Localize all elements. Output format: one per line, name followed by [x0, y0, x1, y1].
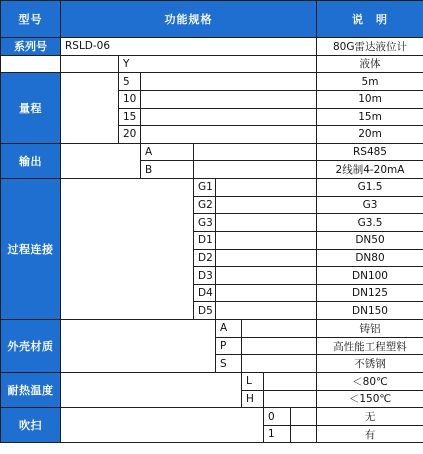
option-desc: G3 — [316, 196, 423, 215]
blank-cell — [215, 284, 317, 303]
blank-cell — [215, 196, 317, 215]
blank-block — [60, 72, 119, 144]
option-code: S — [215, 354, 242, 373]
medium-code: Y — [118, 55, 317, 74]
option-code: 1 — [263, 425, 291, 444]
category-label: 耐热温度 — [0, 372, 61, 408]
option-code: D2 — [193, 249, 216, 268]
header-spec: 功能规格 — [60, 0, 317, 38]
option-desc: 有 — [316, 425, 423, 444]
option-desc: 铸铝 — [316, 319, 423, 338]
option-code: P — [215, 337, 242, 356]
header-desc: 说 明 — [316, 0, 423, 38]
option-code: A — [140, 143, 194, 162]
option-desc: G1.5 — [316, 178, 423, 197]
blank-cell — [0, 55, 61, 74]
blank-cell — [215, 301, 317, 320]
blank-cell — [215, 266, 317, 285]
option-code: D5 — [193, 301, 216, 320]
option-code: 10 — [118, 90, 141, 109]
option-code: D1 — [193, 231, 216, 250]
option-code: D4 — [193, 284, 216, 303]
option-desc: 无 — [316, 407, 423, 426]
option-code: 15 — [118, 108, 141, 127]
option-desc: 10m — [316, 90, 423, 109]
option-desc: 20m — [316, 125, 423, 144]
category-label: 外壳材质 — [0, 319, 61, 373]
blank-cell — [241, 354, 317, 373]
medium-desc: 液体 — [316, 55, 423, 74]
option-desc: 高性能工程塑料 — [316, 337, 423, 356]
blank-block — [60, 178, 194, 320]
blank-cell — [140, 72, 317, 91]
option-desc: ＜80℃ — [316, 372, 423, 391]
option-desc: DN150 — [316, 301, 423, 320]
option-desc: DN50 — [316, 231, 423, 250]
blank-cell — [241, 319, 317, 338]
option-desc: 2线制4-20mA — [316, 160, 423, 179]
blank-cell — [290, 407, 317, 426]
blank-cell — [215, 178, 317, 197]
header-model: 型号 — [0, 0, 61, 38]
option-code: B — [140, 160, 194, 179]
option-desc: 5m — [316, 72, 423, 91]
series-desc: 80G雷达液位计 — [316, 37, 423, 56]
blank-cell — [241, 337, 317, 356]
category-label: 过程连接 — [0, 178, 61, 320]
blank-cell — [263, 390, 317, 409]
blank-cell — [215, 213, 317, 232]
option-desc: DN100 — [316, 266, 423, 285]
blank-block — [60, 372, 242, 408]
category-label: 吹扫 — [0, 407, 61, 443]
option-code: H — [241, 390, 264, 409]
blank-block — [60, 407, 264, 443]
option-desc: RS485 — [316, 143, 423, 162]
option-code: D3 — [193, 266, 216, 285]
blank-cell — [193, 143, 317, 162]
blank-cell — [140, 90, 317, 109]
series-code: RSLD-06 — [60, 37, 317, 56]
blank-cell — [140, 125, 317, 144]
blank-cell — [215, 231, 317, 250]
series-label: 系列号 — [0, 37, 61, 56]
blank-cell — [193, 160, 317, 179]
option-code: L — [241, 372, 264, 391]
option-desc: DN125 — [316, 284, 423, 303]
option-code: G1 — [193, 178, 216, 197]
option-desc: 不锈钢 — [316, 354, 423, 373]
option-code: G3 — [193, 213, 216, 232]
option-code: G2 — [193, 196, 216, 215]
blank-block — [60, 143, 141, 179]
option-code: 5 — [118, 72, 141, 91]
option-code: 0 — [263, 407, 291, 426]
option-desc: DN80 — [316, 249, 423, 268]
category-label: 量程 — [0, 72, 61, 144]
blank-cell — [215, 249, 317, 268]
option-code: 20 — [118, 125, 141, 144]
category-label: 输出 — [0, 143, 61, 179]
option-desc: ＜150℃ — [316, 390, 423, 409]
option-code: A — [215, 319, 242, 338]
option-desc: G3.5 — [316, 213, 423, 232]
blank-cell — [60, 55, 119, 74]
blank-cell — [290, 425, 317, 444]
blank-block — [60, 319, 216, 373]
blank-cell — [263, 372, 317, 391]
option-desc: 15m — [316, 108, 423, 127]
blank-cell — [140, 108, 317, 127]
